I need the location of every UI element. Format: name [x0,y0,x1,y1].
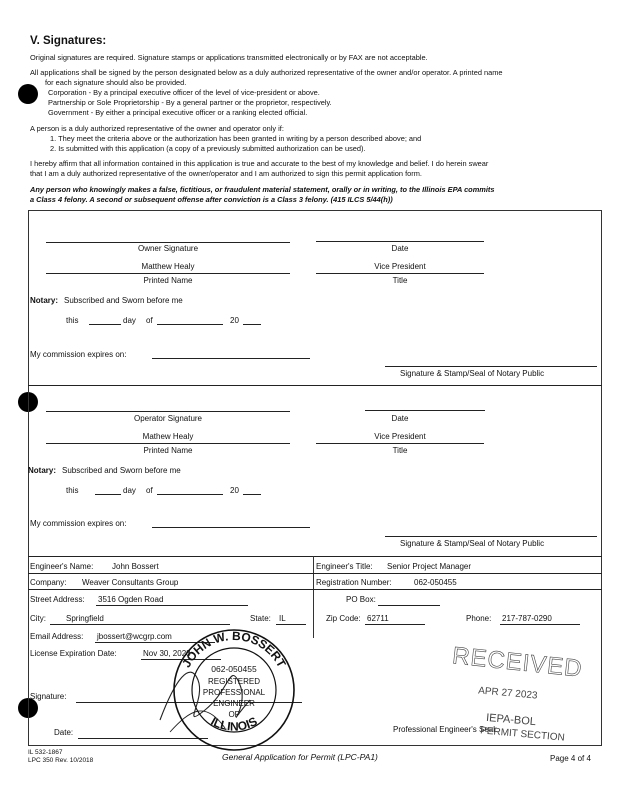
engineer-seal-label: Professional Engineer's Seal: [393,725,498,734]
engineer-zip-line[interactable] [365,624,425,625]
owner-commission-line[interactable] [152,358,310,359]
owner-title-value: Vice President [374,262,426,271]
engineer-license-label: License Expiration Date: [30,649,117,658]
section-heading: V. Signatures: [30,35,107,47]
owner-notary-text: Subscribed and Sworn before me [64,296,183,305]
received-stamp-date: APR 27 2023 [477,685,538,702]
engineer-company-label: Company: [30,578,67,587]
pe-seal-line2: PROFESSIONAL [202,688,266,697]
intro-signer-line2: for each signature should also be provided. [45,78,187,87]
owner-operator-divider [28,385,602,386]
owner-printed-name-line [46,273,290,274]
pe-seal-number: 062-050455 [211,664,257,674]
owner-year-label: 20 [230,316,239,325]
owner-signature-line[interactable] [46,242,290,243]
engineer-phone-label: Phone: [466,614,492,623]
engineer-street-label: Street Address: [30,595,85,604]
engineer-company-value: Weaver Consultants Group [82,578,179,587]
engineer-name-value: John Bossert [112,562,159,571]
owner-notary-seal-label: Signature & Stamp/Seal of Notary Public [400,369,545,378]
engineer-zip-value: 62711 [367,614,389,623]
operator-notary-seal-label: Signature & Stamp/Seal of Notary Public [400,539,545,548]
engineer-registration-label: Registration Number: [316,578,392,587]
owner-month-line[interactable] [157,324,223,325]
binder-hole-top [18,84,38,104]
received-stamp-title: RECEIVED [450,642,584,683]
engineer-street-value: 3516 Ogden Road [98,595,164,604]
warning-line1: Any person who knowingly makes a false, fictitious, or fraudulent material statement, orally or in writing, to the Illinois EPA commits [30,185,495,194]
engineer-pobox-label: PO Box: [346,595,376,604]
engineer-phone-line[interactable] [500,624,580,625]
operator-title-line [316,443,484,444]
engineer-row1-line [28,573,602,574]
pe-seal-bottom-text: ILLINOIS [208,714,260,734]
received-stamp-agency: IEPA-BOL [485,711,537,729]
owner-day-line[interactable] [89,324,121,325]
engineer-email-label: Email Address: [30,632,84,641]
engineer-row2-line [28,589,602,590]
engineer-state-value: IL [279,614,286,623]
designation-corporation: Corporation - By a principal executive officer of the level of vice-president or above. [48,88,320,97]
rep-criteria-2: 2. Is submitted with this application (a copy of a previously submitted authorization can be used). [50,144,366,153]
engineer-city-value: Springfield [66,614,104,623]
operator-printed-name-value: Mathew Healy [142,432,194,441]
engineer-column-divider [313,556,314,638]
operator-printed-name-line [46,443,290,444]
owner-notary-seal-line[interactable] [385,366,597,367]
operator-notary-label: Notary: [28,466,57,475]
owner-date-label: Date [391,244,409,253]
affirm-line1: I hereby affirm that all information contained in this application is true and accurate to the best of my knowledge and belief. I do herein swear [30,159,489,168]
owner-day-label: day [123,316,136,325]
operator-commission-line[interactable] [152,527,310,528]
operator-title-value: Vice President [374,432,426,441]
intro-original-signatures: Original signatures are required. Signature stamps or applications transmitted electronically or by FAX are not acceptable. [30,53,428,62]
footer-form-rev: LPC 350 Rev. 10/2018 [28,757,94,764]
owner-date-line[interactable] [316,241,484,242]
operator-date-label: Date [391,414,409,423]
pe-seal-line1: REGISTERED [207,677,261,686]
pe-seal-top-text: JOHN W. BOSSERT [179,628,289,670]
owner-signature-label: Owner Signature [137,244,199,253]
pe-seal-line4: OF [228,710,240,719]
owner-title-line [316,273,484,274]
operator-year-label: 20 [230,486,239,495]
engineer-license-value: Nov 30, 2023 [143,649,191,658]
pe-seal-stamp [168,624,300,756]
engineer-email-value: jbossert@wcgrp.com [97,632,172,641]
designation-government: Government - By either a principal executive officer or a ranking elected official. [48,108,308,117]
engineer-date-label: Date: [54,728,74,737]
affirm-line2: that I am a duly authorized representative of the owner/operator and I am authorized to sign this permit application form. [30,169,422,178]
operator-notary-seal-line[interactable] [385,536,597,537]
operator-printed-name-label: Printed Name [143,446,193,455]
warning-line2: a Class 4 felony. A second or subsequent offense after conviction is a Class 3 felony. (415 ILCS 5/44(h)) [30,195,393,204]
owner-printed-name-value: Matthew Healy [141,262,195,271]
operator-day-line[interactable] [95,494,121,495]
engineer-registration-value: 062-050455 [414,578,457,587]
owner-printed-name-label: Printed Name [143,276,193,285]
footer-form-id: IL 532-1867 [28,749,63,756]
footer-page-number: Page 4 of 4 [550,754,591,763]
designation-partnership: Partnership or Sole Proprietorship - By a general partner or the proprietor, respectively. [48,98,332,107]
operator-this-label: this [66,486,79,495]
rep-criteria-1: 1. They meet the criteria above or the authorization has been granted in writing by a person described above; and [50,134,422,143]
operator-signature-line[interactable] [46,411,290,412]
operator-month-line[interactable] [157,494,223,495]
engineer-zip-label: Zip Code: [326,614,361,623]
engineer-pobox-line[interactable] [378,605,440,606]
owner-of-label: of [146,316,153,325]
owner-this-label: this [66,316,79,325]
owner-notary-label: Notary: [30,296,59,305]
operator-engineer-divider [28,556,602,557]
footer-form-title: General Application for Permit (LPC-PA1) [222,752,378,762]
owner-title-label: Title [392,276,408,285]
owner-commission-label: My commission expires on: [30,350,127,359]
engineer-street-line[interactable] [96,605,248,606]
operator-notary-text: Subscribed and Sworn before me [62,466,181,475]
intro-signer-line1: All applications shall be signed by the person designated below as a duly authorized representative of the owner and/or operator. A printed name [30,68,503,77]
operator-date-line[interactable] [365,410,485,411]
engineer-state-label: State: [250,614,271,623]
operator-title-label: Title [392,446,408,455]
engineer-signature-label: Signature: [30,692,67,701]
operator-day-label: day [123,486,136,495]
engineer-title-label: Engineer's Title: [316,562,373,571]
operator-signature-label: Operator Signature [133,414,203,423]
pe-seal-line3: ENGINEER [213,699,255,708]
operator-of-label: of [146,486,153,495]
rep-intro: A person is a duly authorized representative of the owner and operator only if: [30,124,284,133]
operator-commission-label: My commission expires on: [30,519,127,528]
engineer-title-value: Senior Project Manager [387,562,472,571]
operator-year-line[interactable] [243,494,261,495]
engineer-name-label: Engineer's Name: [30,562,94,571]
engineer-phone-value: 217-787-0290 [502,614,552,623]
engineer-city-label: City: [30,614,46,623]
owner-year-line[interactable] [243,324,261,325]
received-stamp-section: PERMIT SECTION [479,725,566,744]
